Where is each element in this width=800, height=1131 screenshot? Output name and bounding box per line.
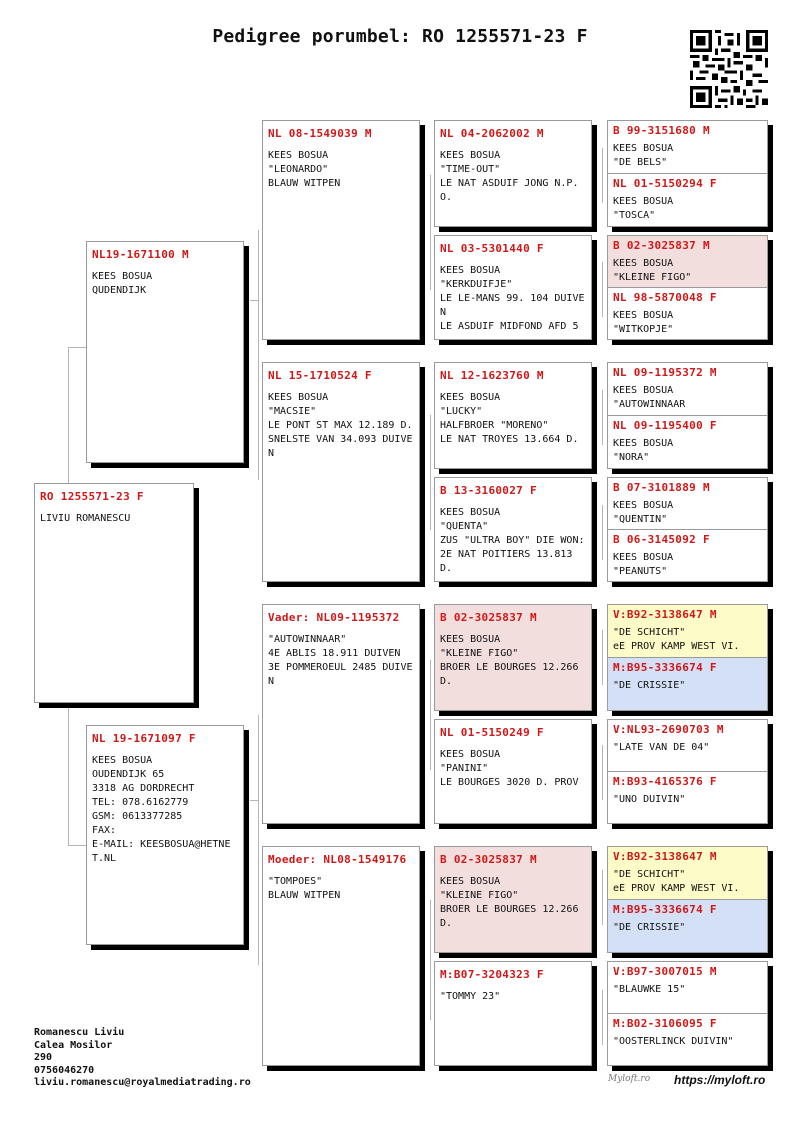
info-line: ZUS "ULTRA BOY" DIE WON: [440, 535, 585, 546]
gen5-pair [607, 961, 768, 1066]
ring-number: M:B07-3204323 F [440, 968, 544, 981]
owner-number: 290 [34, 1052, 53, 1063]
gen5-card [608, 772, 767, 823]
info-line: KEES BOSUA [440, 634, 501, 645]
great-grandparent-card [434, 719, 592, 824]
ring-number: NL 01-5150294 F [613, 177, 717, 190]
qr-code-icon [690, 30, 768, 108]
info-line: "WITKOPJE" [613, 324, 674, 335]
owner-phone: 0756046270 [34, 1064, 95, 1076]
gen5-card [608, 236, 767, 288]
info-line: "KLEINE FIGO" [440, 890, 519, 901]
info-line: LE PONT ST MAX 12.189 D. [268, 420, 413, 431]
info-line: 2E NAT POITIERS 13.813 D. [440, 549, 579, 574]
info-line: LIVIU ROMANESCU [40, 513, 131, 524]
connector-line [602, 745, 603, 800]
info-line: "LUCKY" [440, 406, 483, 417]
owner-email[interactable]: liviu.romanescu@royalmediatrading.ro [34, 1077, 251, 1088]
info-line: "DE SCHICHT" [613, 627, 686, 638]
connector-line [602, 870, 603, 925]
gen5-card [608, 1014, 767, 1065]
gen5-pair [607, 719, 768, 824]
ring-number: NL19-1671100 M [92, 248, 189, 261]
info-line: LE NAT TROYES 13.664 D. [440, 434, 579, 445]
gen5-pair [607, 120, 768, 227]
ring-number: B 02-3025837 M [440, 853, 537, 866]
ring-number: M:B95-3336674 F [613, 661, 717, 674]
connector-line [602, 630, 603, 685]
info-line: KEES BOSUA [268, 392, 329, 403]
great-grandparent-card [434, 961, 592, 1066]
info-line: KEES BOSUA [613, 143, 674, 154]
info-line: KEES BOSUA [613, 552, 674, 563]
ring-number: NL 09-1195372 M [613, 366, 717, 379]
connector-line [430, 175, 431, 290]
ring-number: B 02-3025837 M [613, 239, 710, 252]
info-line: "LEONARDO" [268, 164, 329, 175]
info-line: "KLEINE FIGO" [613, 272, 692, 283]
grandparent-card [262, 120, 420, 340]
info-line: KEES BOSUA [440, 265, 501, 276]
gen5-card [608, 900, 767, 952]
ring-number: B 07-3101889 M [613, 481, 710, 494]
ring-number: NL 12-1623760 M [440, 369, 544, 382]
great-grandparent-card [434, 604, 592, 711]
gen5-card [608, 288, 767, 339]
connector-line [602, 148, 603, 203]
info-line: "TOSCA" [613, 210, 656, 221]
ring-number: NL 04-2062002 M [440, 127, 544, 140]
connector-line [68, 347, 69, 485]
gen5-card [608, 478, 767, 530]
info-line: GSM: 0613377285 [92, 811, 183, 822]
info-line: "OOSTERLINCK DUIVIN" [613, 1036, 734, 1047]
gen5-card [608, 121, 767, 174]
owner-contact-block [34, 1027, 251, 1090]
info-line: 3E POMMEROEUL 2485 DUIVEN [268, 662, 413, 687]
connector-line [258, 715, 259, 965]
ring-number: V:B97-3007015 M [613, 965, 717, 978]
info-line: "DE CRISSIE" [613, 680, 686, 691]
ring-number: Moeder: NL08-1549176 [268, 853, 407, 866]
ring-number: Vader: NL09-1195372 [268, 611, 400, 624]
info-line: BLAUW WITPEN [268, 890, 341, 901]
ring-number: NL 01-5150249 F [440, 726, 544, 739]
info-line: LE LE-MANS 99. 104 DUIVEN [440, 293, 585, 318]
gen5-card [608, 658, 767, 710]
info-line: "PEANUTS" [613, 566, 668, 577]
gen5-pair [607, 846, 768, 953]
connector-line [602, 262, 603, 317]
info-line: "UNO DUIVIN" [613, 794, 686, 805]
info-line: OUDENDIJK 65 [92, 769, 165, 780]
website-link[interactable]: https://myloft.ro [674, 1073, 766, 1087]
connector-line [258, 230, 259, 480]
great-grandparent-card [434, 846, 592, 953]
gen5-card [608, 962, 767, 1014]
info-line: KEES BOSUA [440, 507, 501, 518]
info-line: "DE BELS" [613, 157, 668, 168]
info-line: LE ASDUIF MIDFOND AFD 5 [440, 321, 579, 332]
info-line: KEES BOSUA [92, 271, 153, 282]
ring-number: B 99-3151680 M [613, 124, 710, 137]
info-line: KEES BOSUA [613, 500, 674, 511]
ring-number: NL 19-1671097 F [92, 732, 196, 745]
ring-number: V:NL93-2690703 M [613, 723, 724, 736]
ring-number: NL 15-1710524 F [268, 369, 372, 382]
info-line: 3318 AG DORDRECHT [92, 783, 195, 794]
dam-card [86, 725, 244, 945]
ring-number: V:B92-3138647 M [613, 608, 717, 621]
gen5-card [608, 605, 767, 658]
info-line: "TIME-OUT" [440, 164, 501, 175]
info-line: HALFBROER "MORENO" [440, 420, 549, 431]
info-line: KEES BOSUA [613, 196, 674, 207]
connector-line [602, 990, 603, 1045]
ring-number: B 02-3025837 M [440, 611, 537, 624]
info-line: LE BOURGES 3020 D. PROV [440, 777, 579, 788]
gen5-card [608, 363, 767, 416]
info-line: BLAUW WITPEN [268, 178, 341, 189]
great-grandparent-card [434, 477, 592, 582]
gen5-card [608, 416, 767, 468]
great-grandparent-card [434, 120, 592, 227]
info-line: KEES BOSUA [440, 392, 501, 403]
info-line: KEES BOSUA [613, 385, 674, 396]
ring-number: NL 03-5301440 F [440, 242, 544, 255]
grandparent-card [262, 846, 420, 1066]
info-line: BROER LE BOURGES 12.266 D. [440, 662, 585, 687]
info-line: E-MAIL: KEESBOSUA@HETNET.NL [92, 839, 231, 864]
info-line: SNELSTE VAN 34.093 DUIVEN [268, 434, 413, 459]
sire-card [86, 241, 244, 463]
connector-line [602, 390, 603, 445]
info-line: "KLEINE FIGO" [440, 648, 519, 659]
info-line: "MACSIE" [268, 406, 317, 417]
info-line: eE PROV KAMP WEST VI. [613, 641, 740, 652]
ring-number: NL 09-1195400 F [613, 419, 717, 432]
connector-line [430, 415, 431, 530]
info-line: FAX: [92, 825, 117, 836]
connector-line [250, 300, 259, 301]
info-line: "PANINI" [440, 763, 489, 774]
gen5-card [608, 530, 767, 581]
info-line: KEES BOSUA [92, 755, 153, 766]
connector-line [68, 347, 88, 348]
info-line: KEES BOSUA [268, 150, 329, 161]
info-line: "BLAUWKE 15" [613, 984, 686, 995]
info-line: QUDENDIJK [92, 285, 147, 296]
great-grandparent-card [434, 235, 592, 340]
gen5-card [608, 720, 767, 772]
info-line: "TOMPOES" [268, 876, 323, 887]
myloft-logo: Myloft.ro [608, 1074, 651, 1084]
gen5-pair [607, 235, 768, 340]
info-line: "NORA" [613, 452, 650, 463]
connector-line [68, 845, 88, 846]
info-line: KEES BOSUA [440, 150, 501, 161]
gen5-pair [607, 477, 768, 582]
great-grandparent-card [434, 362, 592, 469]
subject-pigeon-card [34, 483, 194, 703]
connector-line [68, 705, 69, 845]
ring-number: NL 98-5870048 F [613, 291, 717, 304]
connector-line [250, 800, 259, 801]
info-line: KEES BOSUA [613, 310, 674, 321]
info-line: "DE CRISSIE" [613, 922, 686, 933]
ring-number: B 06-3145092 F [613, 533, 710, 546]
info-line: KEES BOSUA [613, 438, 674, 449]
ring-number: NL 08-1549039 M [268, 127, 372, 140]
owner-name: Romanescu Liviu [34, 1027, 125, 1038]
connector-line [430, 660, 431, 770]
info-line: "TOMMY 23" [440, 991, 501, 1002]
info-line: "LATE VAN DE 04" [613, 742, 710, 753]
ring-number: V:B92-3138647 M [613, 850, 717, 863]
info-line: LE NAT ASDUIF JONG N.P.O. [440, 178, 579, 203]
connector-line [430, 900, 431, 1020]
ring-number: M:B02-3106095 F [613, 1017, 717, 1030]
info-line: BROER LE BOURGES 12.266 D. [440, 904, 585, 929]
grandparent-card [262, 362, 420, 582]
grandparent-card [262, 604, 420, 824]
info-line: "KERKDUIFJE" [440, 279, 513, 290]
gen5-pair [607, 362, 768, 469]
info-line: KEES BOSUA [440, 749, 501, 760]
page-title: Pedigree porumbel: RO 1255571-23 F [212, 26, 588, 47]
info-line: TEL: 078.6162779 [92, 797, 189, 808]
info-line: eE PROV KAMP WEST VI. [613, 883, 740, 894]
info-line: KEES BOSUA [440, 876, 501, 887]
info-line: "QUENTIN" [613, 514, 668, 525]
gen5-card [608, 174, 767, 226]
info-line: KEES BOSUA [613, 258, 674, 269]
info-line: "QUENTA" [440, 521, 489, 532]
ring-number: M:B93-4165376 F [613, 775, 717, 788]
owner-street: Calea Mosilor [34, 1039, 113, 1051]
gen5-card [608, 847, 767, 900]
info-line: "AUTOWINNAAR [613, 399, 686, 410]
info-line: "AUTOWINNAAR" [268, 634, 347, 645]
ring-number: M:B95-3336674 F [613, 903, 717, 916]
info-line: 4E ABLIS 18.911 DUIVEN [268, 648, 401, 659]
gen5-pair [607, 604, 768, 711]
ring-number: RO 1255571-23 F [40, 490, 144, 503]
connector-line [602, 505, 603, 560]
info-line: "DE SCHICHT" [613, 869, 686, 880]
ring-number: B 13-3160027 F [440, 484, 537, 497]
